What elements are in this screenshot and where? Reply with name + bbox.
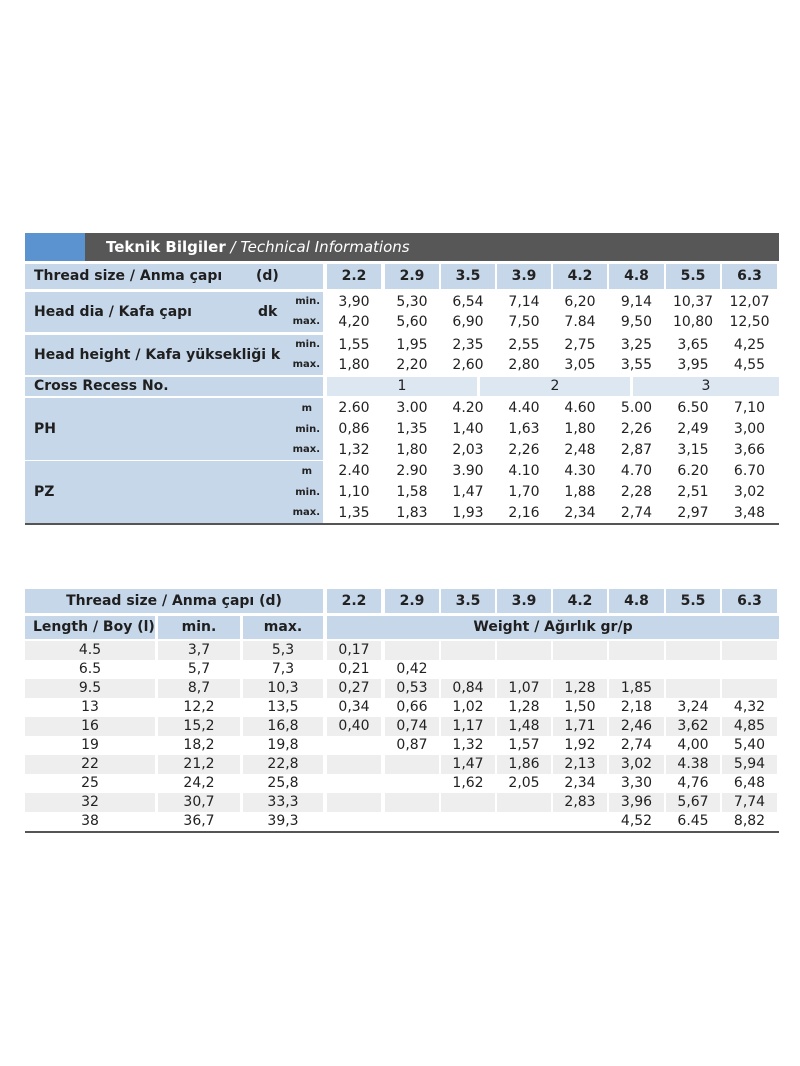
weight-value: 3,96	[620, 794, 653, 810]
ph-m-value: 5.00	[620, 400, 653, 416]
weight-value: 0,27	[338, 680, 370, 696]
length-label: Length / Boy (l)	[33, 619, 155, 635]
pz-max-value: 1,93	[452, 505, 484, 521]
row-stripe	[609, 641, 664, 660]
length-max-value: 13,5	[267, 699, 299, 715]
weight-header: Weight / Ağırlık gr/p	[473, 619, 633, 635]
min-label: min.	[295, 487, 320, 498]
head-height-max-value: 3,55	[620, 357, 653, 373]
pz-m-value: 4.10	[508, 463, 540, 479]
size-header: 2.2	[341, 593, 367, 609]
length-value: 6.5	[78, 661, 102, 677]
head-height-min-value: 3,65	[677, 337, 709, 353]
weight-value: 3,24	[677, 699, 709, 715]
pz-max-value: 3,48	[733, 505, 766, 521]
ph-m-value: 3.00	[396, 400, 428, 416]
weight-value: 0,42	[396, 661, 428, 677]
weight-value: 4,32	[733, 699, 766, 715]
size-header: 3.5	[455, 268, 481, 284]
pz-max-value: 1,35	[338, 505, 370, 521]
weight-value: 0,84	[452, 680, 484, 696]
min-label: min.	[295, 339, 320, 350]
length-value: 19	[81, 737, 99, 753]
weight-value: 2,05	[508, 775, 540, 791]
length-value: 13	[81, 699, 99, 715]
weight-value: 1,71	[564, 718, 596, 734]
max-label: max.	[292, 316, 320, 327]
pz-m-value: 6.20	[677, 463, 709, 479]
size-header: 6.3	[737, 593, 762, 609]
row-stripe	[722, 641, 777, 660]
head-height-max-value: 2,60	[452, 357, 484, 373]
max-label: max.	[292, 507, 320, 518]
length-min-value: 12,2	[183, 699, 215, 715]
head-height-max-value: 2,80	[508, 357, 540, 373]
pz-min-value: 1,47	[452, 484, 484, 500]
row-stripe	[327, 755, 381, 774]
row-stripe	[497, 793, 551, 812]
size-header: 2.2	[341, 268, 367, 284]
weight-value: 1,62	[452, 775, 484, 791]
weight-value: 6.45	[677, 813, 709, 829]
length-min-value: 3,7	[187, 642, 211, 658]
length-min-value: 5,7	[187, 661, 211, 677]
ph-m-value: 4.60	[564, 400, 596, 416]
weight-value: 3,02	[620, 756, 653, 772]
ph-max-value: 1,80	[396, 442, 428, 458]
length-min-value: 30,7	[183, 794, 215, 810]
head-height-max-value: 1,80	[338, 357, 370, 373]
page-title	[106, 233, 410, 261]
head-dia-max-value: 10,80	[672, 314, 714, 330]
head-height-max-value: 4,55	[733, 357, 766, 373]
weight-value: 1,92	[564, 737, 596, 753]
pz-min-value: 1,10	[338, 484, 370, 500]
pz-max-value: 2,16	[508, 505, 540, 521]
head-dia-max-value: 7,50	[508, 314, 540, 330]
pz-min-value: 2,28	[620, 484, 653, 500]
weight-value: 1,28	[564, 680, 596, 696]
pz-max-value: 2,74	[620, 505, 653, 521]
pz-max-value: 2,97	[677, 505, 709, 521]
cross-recess-label: Cross Recess No.	[34, 378, 169, 394]
ph-max-value: 3,15	[677, 442, 709, 458]
pz-min-value: 3,02	[733, 484, 766, 500]
head-height-min-value: 2,35	[452, 337, 484, 353]
ph-max-value: 2,26	[508, 442, 540, 458]
length-value: 9.5	[78, 680, 102, 696]
weight-value: 0,53	[396, 680, 428, 696]
weight-value: 7,74	[733, 794, 766, 810]
pz-max-value: 2,34	[564, 505, 596, 521]
weight-value: 1,32	[452, 737, 484, 753]
head-dia-max-value: 6,90	[452, 314, 484, 330]
weight-value: 2,13	[564, 756, 596, 772]
ph-max-value: 2,87	[620, 442, 653, 458]
head-dia-min-value: 6,54	[452, 294, 484, 310]
length-max-value: 39,3	[267, 813, 299, 829]
head-dia-min-value: 7,14	[508, 294, 540, 310]
weight-value: 1,07	[508, 680, 540, 696]
length-min-value: 18,2	[183, 737, 215, 753]
weight-value: 1,50	[564, 699, 596, 715]
length-min-value: 15,2	[183, 718, 215, 734]
pz-m-value: 2.40	[338, 463, 370, 479]
ph-min-value: 1,35	[396, 421, 428, 437]
row-stripe	[385, 641, 439, 660]
weight-value: 4.38	[677, 756, 709, 772]
max-label: max.	[292, 359, 320, 370]
head-dia-max-value: 9,50	[620, 314, 653, 330]
head-dia-min-value: 6,20	[564, 294, 596, 310]
min-label: min.	[295, 296, 320, 307]
weight-value: 1,86	[508, 756, 540, 772]
weight-value: 5,67	[677, 794, 709, 810]
head-dia-min-value: 9,14	[620, 294, 653, 310]
pz-min-value: 1,58	[396, 484, 428, 500]
thread-size-label: Thread size / Anma çapı	[34, 268, 223, 284]
head-height-max-value: 3,05	[564, 357, 596, 373]
pz-m-value: 4.30	[564, 463, 596, 479]
length-min-value: 36,7	[183, 813, 215, 829]
size-header: 3.9	[511, 268, 537, 284]
pz-max-value: 1,83	[396, 505, 428, 521]
pz-m-value: 6.70	[733, 463, 766, 479]
weight-value: 0,34	[338, 699, 370, 715]
length-max-value: 25,8	[267, 775, 299, 791]
weight-value: 5,94	[733, 756, 766, 772]
length-min-value: 21,2	[183, 756, 215, 772]
head-height-min-value: 2,75	[564, 337, 596, 353]
min-header: min.	[181, 619, 217, 635]
max-header: max.	[263, 619, 303, 635]
size-header: 4.2	[567, 268, 593, 284]
ph-label: PH	[34, 421, 56, 437]
row-stripe	[327, 793, 381, 812]
size-header: 4.8	[624, 593, 649, 609]
row-stripe	[441, 793, 495, 812]
head-dia-max-value: 7.84	[564, 314, 596, 330]
ph-max-value: 2,48	[564, 442, 596, 458]
ph-m-value: 7,10	[733, 400, 766, 416]
ph-label-bg	[25, 398, 323, 460]
pz-m-value: 4.70	[620, 463, 653, 479]
head-height-min-value: 1,55	[338, 337, 370, 353]
weight-value: 3,30	[620, 775, 653, 791]
weight-value: 0,40	[338, 718, 370, 734]
weight-value: 6,48	[733, 775, 766, 791]
cross-recess-value: 3	[701, 378, 711, 394]
m-label: m	[301, 403, 312, 414]
length-min-value: 24,2	[183, 775, 215, 791]
weight-value: 2,74	[620, 737, 653, 753]
ph-m-value: 4.20	[452, 400, 484, 416]
m-label: m	[301, 466, 312, 477]
weight-value: 1,85	[620, 680, 653, 696]
min-label: min.	[295, 424, 320, 435]
weight-value: 1,02	[452, 699, 484, 715]
head-dia-symbol: dk	[258, 304, 278, 320]
head-height-max-value: 2,20	[396, 357, 428, 373]
head-dia-max-value: 5,60	[396, 314, 428, 330]
row-stripe	[666, 641, 720, 660]
ph-min-value: 1,40	[452, 421, 484, 437]
weight-value: 2,46	[620, 718, 653, 734]
weight-value: 4,52	[620, 813, 653, 829]
length-value: 38	[81, 813, 99, 829]
size-header: 2.9	[399, 593, 425, 609]
length-max-value: 16,8	[267, 718, 299, 734]
head-height-min-value: 1,95	[396, 337, 428, 353]
ph-min-value: 3,00	[733, 421, 766, 437]
row-stripe	[553, 641, 607, 660]
pz-m-value: 3.90	[452, 463, 484, 479]
max-label: max.	[292, 444, 320, 455]
ph-min-value: 0,86	[338, 421, 370, 437]
weight-value: 1,57	[508, 737, 540, 753]
size-header: 5.5	[680, 268, 706, 284]
length-max-value: 7,3	[271, 661, 295, 677]
weight-value: 5,40	[733, 737, 766, 753]
weight-value: 0,21	[338, 661, 370, 677]
weight-value: 2,18	[620, 699, 653, 715]
head-dia-min-value: 10,37	[672, 294, 714, 310]
ph-min-value: 2,26	[620, 421, 653, 437]
ph-max-value: 3,66	[733, 442, 766, 458]
size-header: 6.3	[737, 268, 762, 284]
pz-label-bg	[25, 461, 323, 523]
head-dia-min-value: 12,07	[729, 294, 770, 310]
length-value: 4.5	[78, 642, 102, 658]
cross-recess-value: 2	[550, 378, 560, 394]
weight-value: 4,85	[733, 718, 766, 734]
pz-min-value: 1,88	[564, 484, 596, 500]
size-header: 5.5	[680, 593, 706, 609]
length-min-value: 8,7	[187, 680, 211, 696]
title-english: / Technical Informations	[230, 238, 410, 256]
row-stripe	[385, 755, 439, 774]
weight-value: 8,82	[733, 813, 766, 829]
cross-recess-value: 1	[397, 378, 407, 394]
ph-max-value: 2,03	[452, 442, 484, 458]
length-max-value: 10,3	[267, 680, 299, 696]
thread-size-label: Thread size / Anma çapı (d)	[66, 593, 282, 609]
head-height-min-value: 2,55	[508, 337, 540, 353]
head-height-label: Head height / Kafa yüksekliği k	[34, 347, 281, 363]
head-dia-max-value: 4,20	[338, 314, 370, 330]
length-max-value: 19,8	[267, 737, 299, 753]
head-dia-min-value: 3,90	[338, 294, 370, 310]
head-dia-label: Head dia / Kafa çapı	[34, 304, 192, 320]
thread-size-symbol: (d)	[256, 268, 279, 284]
table-bottom-rule	[25, 831, 779, 833]
size-header: 4.8	[624, 268, 649, 284]
title-turkish: Teknik Bilgiler	[106, 238, 226, 256]
ph-min-value: 1,80	[564, 421, 596, 437]
length-max-value: 5,3	[271, 642, 295, 658]
pz-min-value: 2,51	[677, 484, 709, 500]
pz-m-value: 2.90	[396, 463, 428, 479]
head-height-max-value: 3,95	[677, 357, 709, 373]
length-value: 32	[81, 794, 99, 810]
length-value: 25	[81, 775, 99, 791]
ph-min-value: 1,63	[508, 421, 540, 437]
ph-max-value: 1,32	[338, 442, 370, 458]
weight-value: 0,66	[396, 699, 428, 715]
pz-label: PZ	[34, 484, 55, 500]
head-height-min-value: 4,25	[733, 337, 766, 353]
row-stripe	[722, 679, 777, 698]
weight-value: 2,83	[564, 794, 596, 810]
row-stripe	[441, 641, 495, 660]
ph-m-value: 6.50	[677, 400, 709, 416]
row-stripe	[497, 641, 551, 660]
ph-m-value: 2.60	[338, 400, 370, 416]
length-value: 22	[81, 756, 99, 772]
head-height-min-value: 3,25	[620, 337, 653, 353]
head-dia-max-value: 12,50	[729, 314, 770, 330]
weight-value: 0,74	[396, 718, 428, 734]
weight-value: 1,17	[452, 718, 484, 734]
weight-value: 1,47	[452, 756, 484, 772]
ph-m-value: 4.40	[508, 400, 540, 416]
weight-value: 1,28	[508, 699, 540, 715]
weight-value: 2,34	[564, 775, 596, 791]
weight-value: 0,17	[338, 642, 370, 658]
weight-value: 1,48	[508, 718, 540, 734]
weight-value: 0,87	[396, 737, 428, 753]
head-dia-min-value: 5,30	[396, 294, 428, 310]
pz-min-value: 1,70	[508, 484, 540, 500]
size-header: 3.9	[511, 593, 537, 609]
weight-value: 4,76	[677, 775, 709, 791]
length-max-value: 33,3	[267, 794, 299, 810]
weight-value: 4,00	[677, 737, 709, 753]
table-bottom-rule	[25, 523, 779, 525]
length-value: 16	[81, 718, 99, 734]
ph-min-value: 2,49	[677, 421, 709, 437]
row-stripe	[385, 793, 439, 812]
weight-value: 3,62	[677, 718, 709, 734]
title-accent-block	[25, 233, 85, 261]
row-stripe	[666, 679, 720, 698]
size-header: 4.2	[567, 593, 593, 609]
size-header: 2.9	[399, 268, 425, 284]
length-max-value: 22,8	[267, 756, 299, 772]
size-header: 3.5	[455, 593, 481, 609]
